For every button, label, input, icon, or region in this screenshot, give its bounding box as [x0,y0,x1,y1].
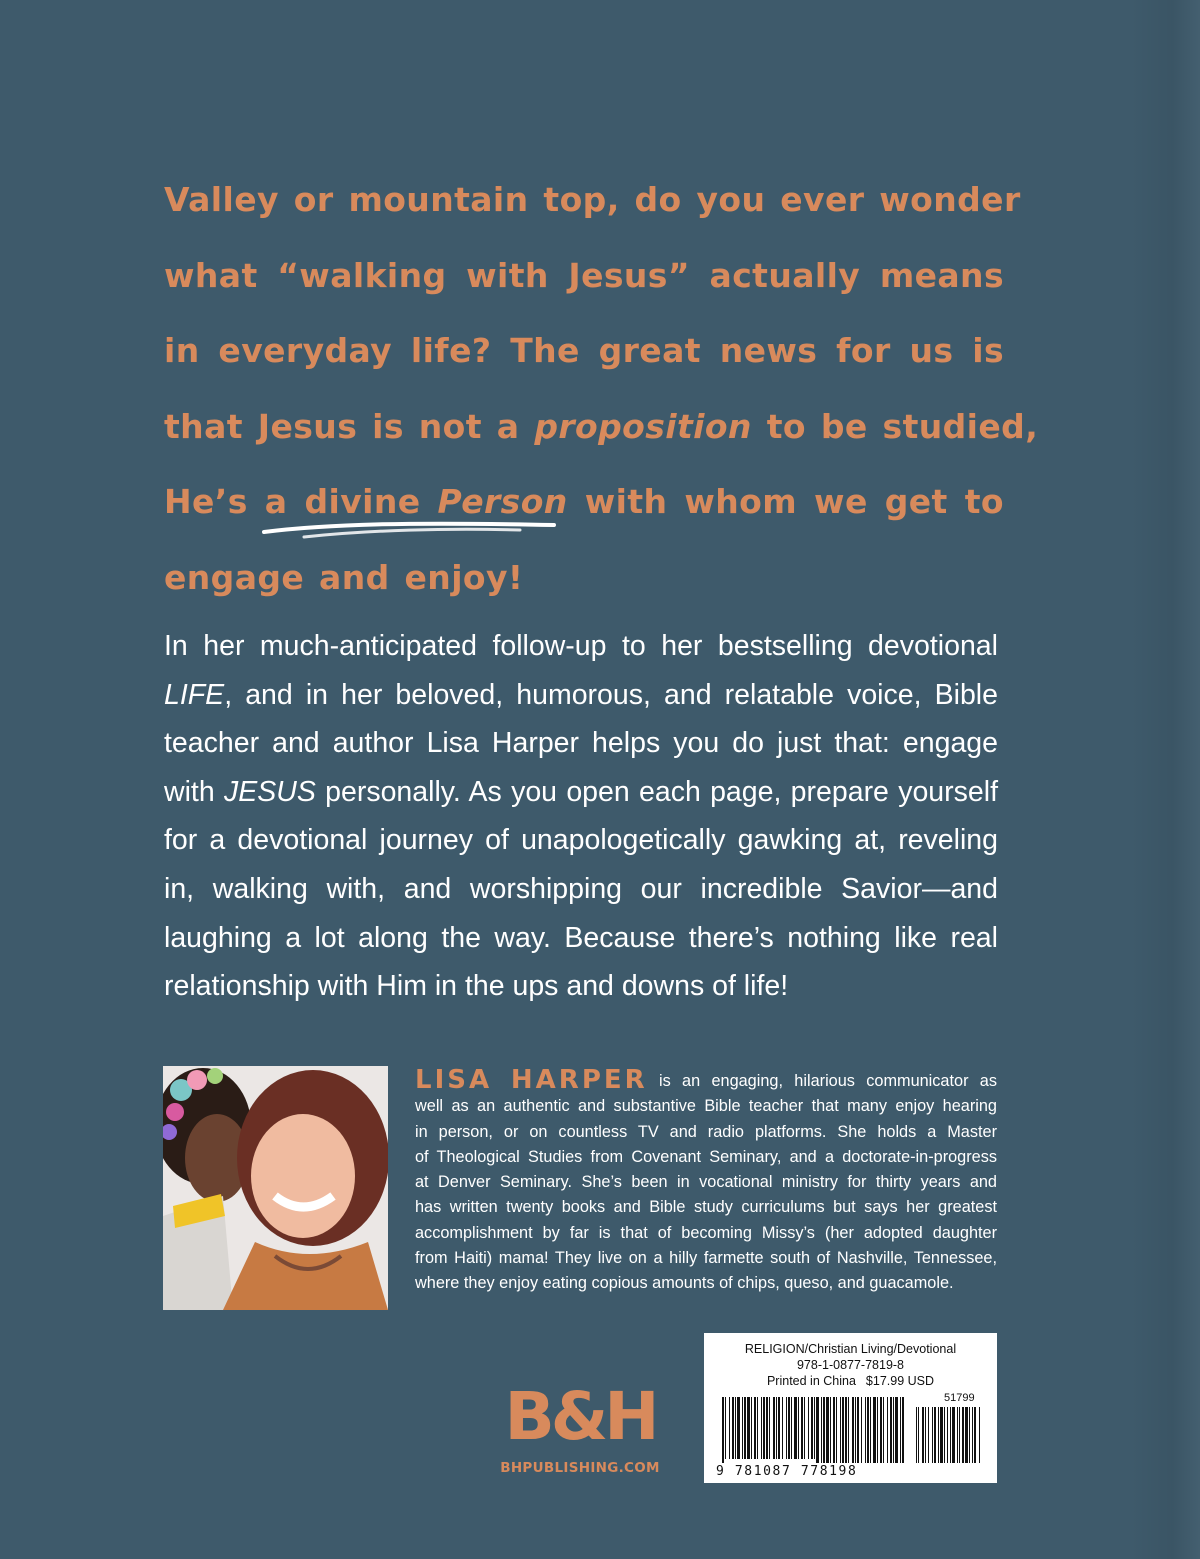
headline-text: with whom we get to [567,482,1004,521]
price: $17.99 USD [865,1374,935,1388]
barcode-bar [761,1397,762,1459]
barcode-bar [974,1407,976,1463]
barcode-bar [804,1397,805,1459]
publisher-logo [494,1378,666,1476]
author-photo-illustration [163,1066,388,1310]
bio-line: at Denver Seminary. She’s been in vocational ministry for thirty years and [415,1173,997,1192]
barcode-bar [865,1397,866,1463]
barcode-bar [857,1397,859,1463]
barcode-bar [952,1407,955,1463]
barcode-bar [722,1397,724,1463]
headline-emphasis: proposition [534,406,752,446]
description-line: for a devotional journey of unapologetically gawking at, reveling [164,824,998,857]
barcode-bar [867,1397,869,1463]
barcode-bar [823,1397,825,1463]
barcode-bar [840,1397,841,1463]
barcode-bar [934,1407,936,1463]
barcode-bar [848,1397,849,1463]
printed-in: Printed in China [766,1374,856,1388]
barcode-bar [842,1397,844,1463]
barcode-bar [808,1397,809,1459]
headline-text: that Jesus is not a [164,406,535,446]
barcode-bar [744,1397,746,1459]
barcode-bar [880,1397,882,1463]
bio-line: accomplishment by far is that of becoming Missy’s (her adopted daughter [415,1223,997,1242]
barcode-bar [916,1407,917,1463]
headline-line: engage and enjoy! [164,557,524,597]
barcode-bar [725,1397,726,1459]
author-name: LISA HARPER [415,1065,648,1095]
headline-text: He’s a divine [164,482,438,521]
description-text: with [164,775,224,808]
bisac-category: RELIGION/Christian Living/Devotional [744,1342,957,1356]
name-emphasis: JESUS [223,775,316,808]
barcode-bar [950,1407,951,1463]
headline-quote [164,162,1039,615]
description-line: in, walking with, and worshipping our incredible Savior—and [164,872,998,905]
hand-drawn-underline [258,516,562,542]
description-text: personally. As you open each page, prepare yourself [315,775,998,808]
barcode-bar [902,1397,904,1463]
barcode-bar [735,1397,736,1459]
bio-line [415,1065,997,1095]
description-line: teacher and author Lisa Harper helps you do just that: engage [164,727,998,760]
bio-text: is an engaging, hilarious communicator as [647,1072,997,1090]
author-photo [163,1066,388,1310]
book-title-emphasis: LIFE [164,678,225,711]
barcode-bars [718,1397,984,1465]
barcode-bar [732,1397,734,1459]
barcode-bar [870,1397,871,1463]
barcode-bar [965,1407,968,1463]
barcode-bar [957,1407,958,1463]
barcode-bar [798,1397,799,1459]
barcode-bar [763,1397,765,1459]
barcode-bar [938,1407,939,1463]
barcode-bar [737,1397,740,1459]
barcode-bar [940,1407,943,1463]
barcode-bar [788,1397,790,1459]
barcode-bar [776,1397,777,1459]
barcode-bar [791,1397,792,1459]
barcode-bar [801,1397,803,1459]
barcode-bar [757,1397,758,1459]
barcode-bar [826,1397,829,1463]
barcode-panel [704,1333,997,1483]
barcode-bar [814,1397,815,1459]
barcode-bar [890,1397,892,1463]
barcode-bar [852,1397,854,1463]
barcode-bar [811,1397,813,1459]
description [164,622,998,1011]
description-line: relationship with Him in the ups and downs of life! [164,970,789,1003]
bio-line: well as an authentic and substantive Bible teacher that many enjoy hearing [415,1097,997,1116]
barcode-bar [969,1407,970,1463]
barcode-bar [895,1397,898,1463]
print-price-line [704,1373,997,1389]
barcode-digits: 9 781087 778198 [716,1464,858,1479]
barcode-bar [962,1407,964,1463]
bio-line: where they enjoy eating copious amounts of chips, queso, and guacamole. [415,1274,954,1293]
barcode-bar [769,1397,770,1459]
bio-line: in person, or on countless TV and radio platforms. She holds a Master [415,1122,997,1141]
barcode-bar [893,1397,894,1463]
headline-line [164,389,1039,465]
barcode-bar [932,1407,933,1463]
barcode-bar [742,1397,743,1459]
barcode-bar [836,1397,837,1463]
description-line: In her much-anticipated follow-up to her bestselling devotional [164,630,998,662]
isbn-number: 978-1-0877-7819-8 [796,1358,905,1372]
barcode-bar [845,1397,847,1463]
barcode-bar [830,1397,831,1463]
bio-line: from Haiti) mama! They live on a hilly farmette south of Nashville, Tennessee, [415,1249,997,1268]
barcode-bar [861,1397,862,1463]
barcode-bar [821,1397,822,1463]
headline-line: what “walking with Jesus” actually means [164,255,1004,295]
barcode-bar [816,1397,819,1463]
description-line: laughing a lot along the way. Because there’s nothing like real [164,921,998,954]
barcode-bar [979,1407,980,1463]
barcode-bar [877,1397,878,1463]
barcode-bar [918,1407,919,1463]
barcode-bar [782,1397,783,1459]
barcode-bar [794,1397,797,1459]
barcode-bar [900,1397,901,1463]
barcode-bar [887,1397,888,1463]
bio-line: of Theological Studies from Covenant Seminary, and a doctorate-in-progress [415,1147,997,1166]
publisher-logo-mark: B&H [504,1378,656,1455]
bio-line: has written twenty books and Bible study curriculums but says her greatest [415,1198,997,1217]
spine-shade [1130,0,1200,1559]
description-line [164,671,998,720]
barcode-bar [972,1407,973,1463]
description-line [164,768,998,817]
barcode-bar [773,1397,775,1459]
headline-line: in everyday life? The great news for us is [164,331,1004,370]
barcode-bar [928,1407,929,1463]
barcode-bar [778,1397,780,1459]
barcode-bar [766,1397,768,1459]
headline-text: to be studied, [751,406,1039,446]
barcode-bar [833,1397,835,1463]
barcode-bar [751,1397,752,1459]
barcode-bar [959,1407,960,1463]
barcode-bar [944,1407,945,1463]
barcode-bar [754,1397,756,1459]
barcode-bar [873,1397,876,1463]
barcode-supplement-number: 51799 [944,1392,975,1404]
barcode-bar [786,1397,787,1459]
barcode-bar [922,1407,924,1463]
headline-emphasis: Person [437,482,568,521]
barcode-bar [747,1397,750,1459]
publisher-url: BHPUBLISHING.COM [500,1460,660,1476]
barcode-bar [925,1407,926,1463]
barcode-bar [855,1397,856,1463]
author-bio [415,1065,997,1297]
barcode-bar [729,1397,730,1459]
barcode-bar [947,1407,948,1463]
headline-line: Valley or mountain top, do you ever wonder [164,180,1021,219]
description-text: , and in her beloved, humorous, and relatable voice, Bible [224,678,998,711]
barcode-bar [883,1397,884,1463]
